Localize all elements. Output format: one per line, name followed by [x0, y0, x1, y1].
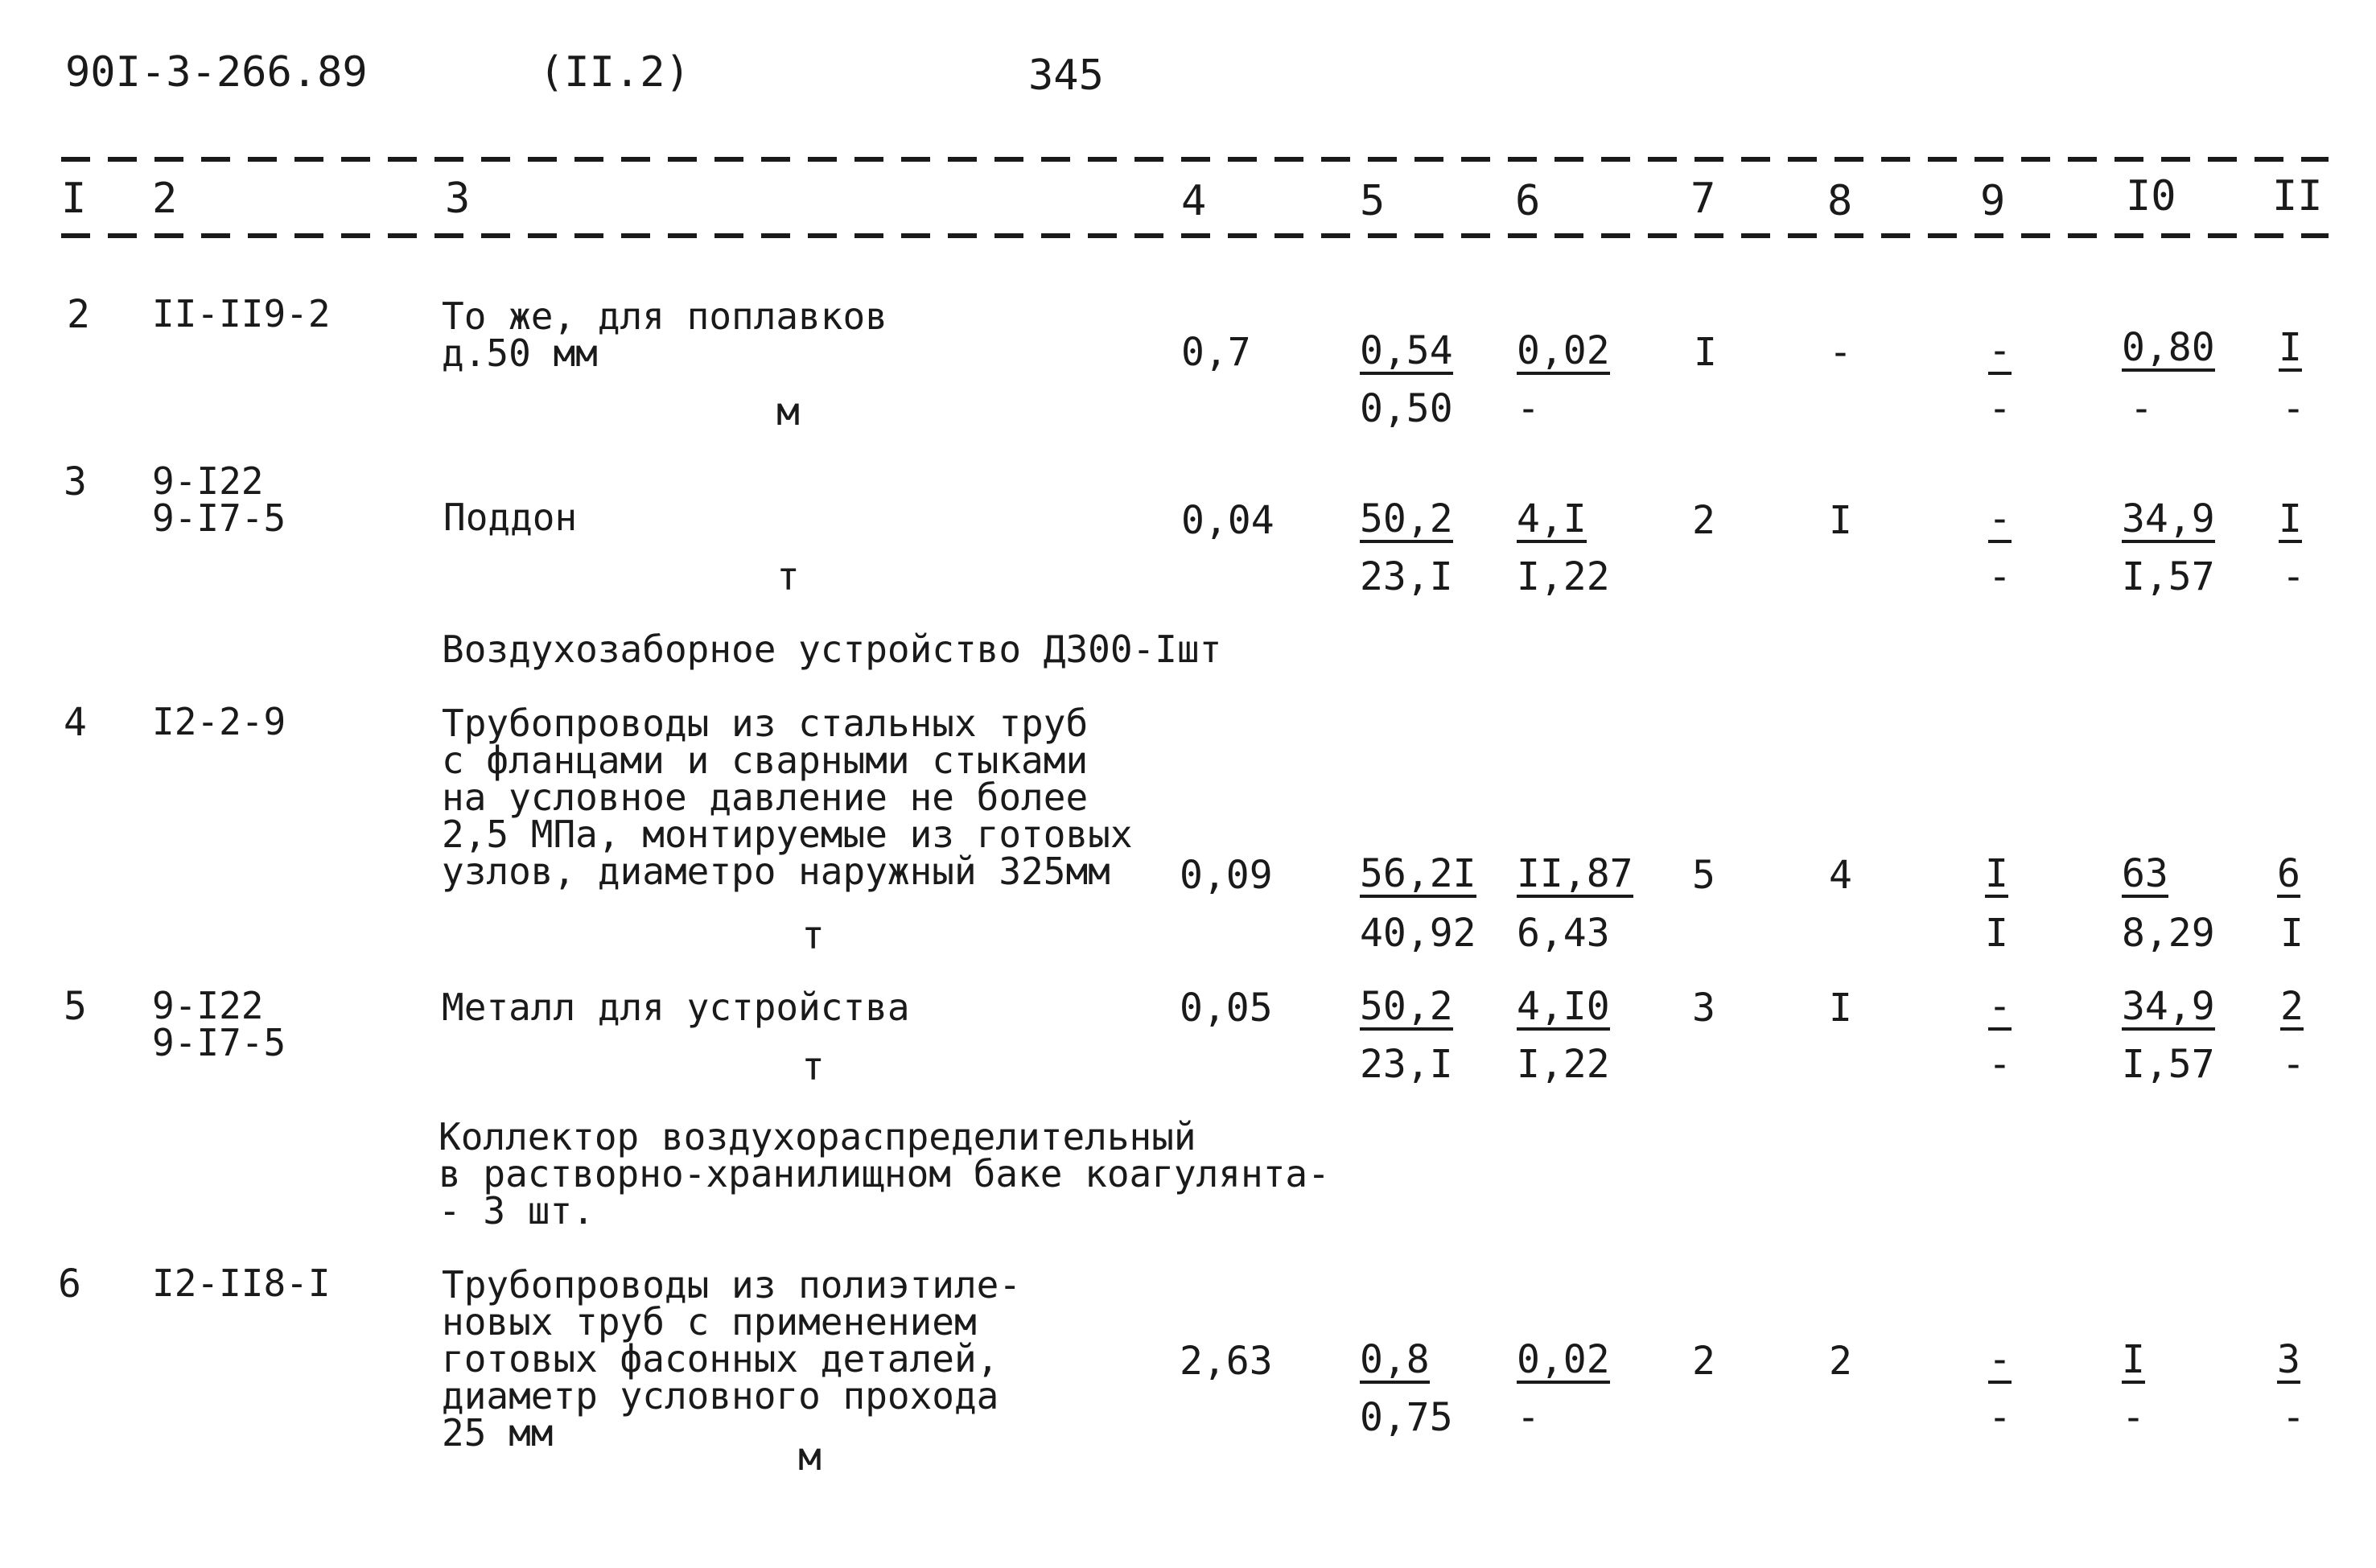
row-code: I2-II8-I [152, 1261, 331, 1305]
column-4-header: 4 [1181, 177, 1207, 225]
row-col9-top: - [1988, 984, 2012, 1029]
row-col10-bottom: - [2122, 1395, 2145, 1440]
row-description: Трубопроводы из полиэтиле- новых труб с применением готовых фасонных деталей, диаметр условного прохода 25 мм [442, 1263, 1022, 1455]
row-col5-bottom: 23,I [1360, 554, 1453, 599]
row-col5-bottom: 0,50 [1360, 386, 1453, 431]
row-col6-top: 0,02 [1517, 328, 1610, 373]
row-col9-bottom: I [1985, 911, 2008, 956]
row-col7: 3 [1692, 986, 1715, 1031]
column-10-header: I0 [2126, 172, 2176, 220]
row-number: 4 [64, 700, 87, 745]
row-col7: 2 [1692, 1339, 1715, 1384]
section-caption: Воздухозаборное устройство Д300-Iшт [442, 628, 1222, 671]
column-11-header: II [2272, 172, 2323, 220]
row-col9-top: - [1988, 1337, 2012, 1382]
row-col6-bottom: - [1517, 1395, 1540, 1440]
header-top-rule [61, 157, 2329, 162]
row-col11-top: I [2279, 496, 2302, 541]
column-6-header: 6 [1515, 177, 1541, 225]
row-col4: 0,7 [1181, 330, 1251, 375]
row-description: Трубопроводы из стальных труб с фланцами и сварными стыками на условное давление не более 2,5 МПа, монтируемые из готовых узлов, диаметро наружный 325мм [442, 702, 1133, 893]
column-5-header: 5 [1360, 177, 1386, 225]
row-unit: т [801, 1044, 825, 1089]
row-col8: - [1829, 330, 1852, 375]
column-2-header: 2 [152, 175, 178, 223]
row-col6-top: II,87 [1517, 851, 1633, 896]
row-col5-top: 0,54 [1360, 328, 1453, 373]
column-9-header: 9 [1980, 177, 2006, 225]
row-col11-bottom: - [2282, 554, 2305, 599]
row-col9-bottom: - [1988, 1042, 2012, 1087]
row-col6-top: 4,I0 [1517, 984, 1610, 1029]
row-col5-top: 50,2 [1360, 496, 1453, 541]
row-col11-bottom: - [2282, 1395, 2305, 1440]
section-caption: Коллектор воздухораспределительный в растворно-хранилищном баке коагулянта- - 3 шт. [439, 1115, 1330, 1233]
row-unit: т [801, 913, 825, 958]
row-col11-bottom: I [2280, 911, 2304, 956]
row-col10-top: I [2122, 1337, 2145, 1382]
row-col7: 5 [1692, 853, 1715, 898]
row-col10-top: 63 [2122, 851, 2168, 896]
row-number: 5 [64, 984, 87, 1029]
row-col9-bottom: - [1988, 554, 2012, 599]
row-description: Металл для устройства [442, 986, 910, 1029]
row-col8: 2 [1829, 1339, 1852, 1384]
section-number: (II.2) [539, 48, 690, 97]
row-col5-bottom: 0,75 [1360, 1395, 1453, 1440]
row-col11-bottom: - [2282, 1042, 2305, 1087]
row-description: Поддон [443, 496, 578, 539]
row-col11-top: 3 [2277, 1337, 2300, 1382]
row-col9-bottom: - [1988, 386, 2012, 431]
row-number: 6 [58, 1261, 81, 1307]
row-col5-top: 0,8 [1360, 1337, 1430, 1382]
row-col9-top: - [1988, 496, 2012, 541]
column-7-header: 7 [1690, 175, 1716, 223]
row-code: 9-I22 9-I7-5 [152, 459, 286, 540]
page-number: 345 [1028, 51, 1104, 100]
row-code: 9-I22 9-I7-5 [152, 984, 286, 1064]
row-col6-bottom: - [1517, 386, 1540, 431]
row-unit: м [798, 1434, 822, 1480]
row-col5-top: 50,2 [1360, 984, 1453, 1029]
document-code: 90I-3-266.89 [65, 48, 368, 97]
row-number: 3 [64, 459, 87, 504]
column-8-header: 8 [1827, 177, 1853, 225]
row-col10-bottom: 8,29 [2122, 911, 2215, 956]
row-col11-top: 6 [2277, 851, 2300, 896]
row-description: То же, для поплавков д.50 мм [442, 294, 887, 375]
row-col8: 4 [1829, 853, 1852, 898]
row-col10-bottom: I,57 [2122, 1042, 2215, 1087]
row-col4: 0,04 [1181, 498, 1274, 543]
column-3-header: 3 [445, 175, 471, 223]
row-col7: 2 [1692, 498, 1715, 543]
row-unit: м [776, 389, 800, 434]
row-col11-bottom: - [2282, 386, 2305, 431]
row-col5-top: 56,2I [1360, 851, 1476, 896]
row-col8: I [1829, 986, 1852, 1031]
row-col10-bottom: I,57 [2122, 554, 2215, 599]
column-1-header: I [61, 175, 87, 223]
row-col4: 0,09 [1180, 853, 1273, 898]
row-col4: 0,05 [1180, 986, 1273, 1031]
row-col6-bottom: I,22 [1517, 1042, 1610, 1087]
row-col8: I [1829, 498, 1852, 543]
row-col7: I [1694, 330, 1717, 375]
row-col5-bottom: 23,I [1360, 1042, 1453, 1087]
row-col6-top: 4,I [1517, 496, 1587, 541]
header-bottom-rule [61, 233, 2329, 238]
row-col10-top: 0,80 [2122, 325, 2215, 370]
row-code: I2-2-9 [152, 700, 286, 743]
row-col6-bottom: I,22 [1517, 554, 1610, 599]
row-col11-top: I [2279, 325, 2302, 370]
row-col10-bottom: - [2130, 386, 2153, 431]
row-col10-top: 34,9 [2122, 984, 2215, 1029]
row-code: II-II9-2 [152, 292, 331, 335]
row-col4: 2,63 [1180, 1339, 1273, 1384]
row-col10-top: 34,9 [2122, 496, 2215, 541]
row-col9-bottom: - [1988, 1395, 2012, 1440]
row-col11-top: 2 [2280, 984, 2304, 1029]
row-number: 2 [67, 292, 90, 337]
row-col5-bottom: 40,92 [1360, 911, 1476, 956]
row-col6-top: 0,02 [1517, 1337, 1610, 1382]
row-col9-top: I [1985, 851, 2008, 896]
row-unit: т [776, 554, 800, 599]
row-col6-bottom: 6,43 [1517, 911, 1610, 956]
row-col9-top: - [1988, 328, 2012, 373]
